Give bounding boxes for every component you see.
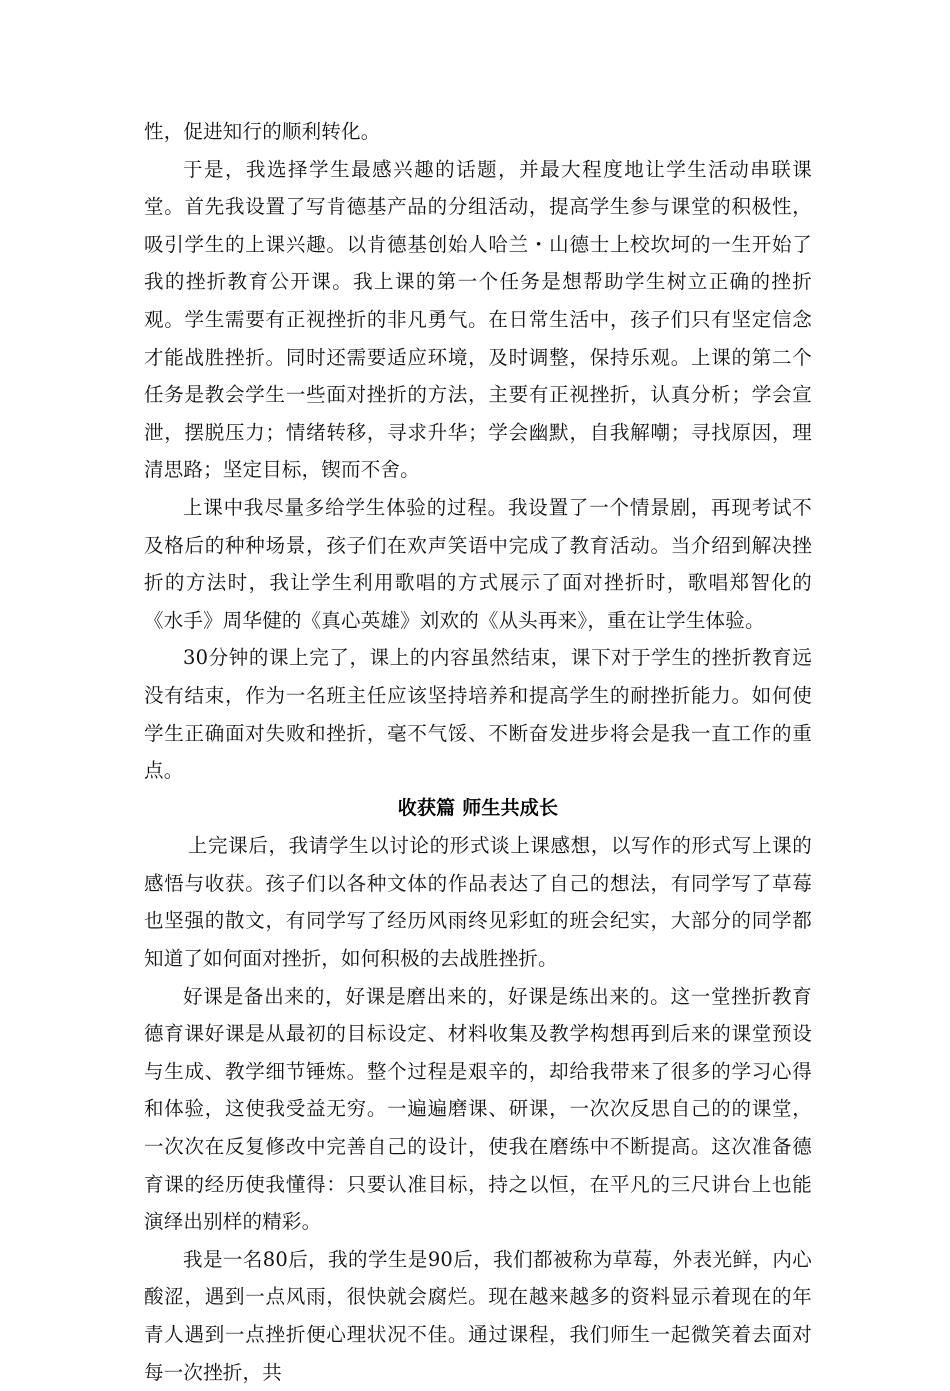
paragraph-good-lesson: 好课是备出来的，好课是磨出来的，好课是练出来的。这一堂挫折教育德育课好课是从最初的目标设定、材料收集及教学构想再到后来的课堂预设与生成、教学细节锤炼。整个过程是艰辛的，却给我带来了很多的学习心得和体验，这使我受益无穷。一遍遍磨课、研课，一次次反思自己的的课堂，一次次在反复修改中完善自己的设计，使我在磨练中不断提高。这次准备德育课的经历使我懂得：只要认准目标，持之以恒，在平凡的三尺讲台上也能演绎出别样的精彩。	[144, 984, 812, 1234]
paragraph-experience: 上课中我尽量多给学生体验的过程。我设置了一个情景剧，再现考试不及格后的种种场景，孩子们在欢声笑语中完成了教育活动。当介绍到解决挫折的方法时，我让学生利用歌唱的方式展示了面对挫折时，歌唱郑智化的《水手》周华健的《真心英雄》刘欢的《从头再来》，重在让学生体验。	[144, 495, 812, 632]
paragraph-reflection: 30分钟的课上完了，课上的内容虽然结束，课下对于学生的挫折教育远没有结束，作为一名班主任应该坚持培养和提高学生的耐挫折能力。如何使学生正确面对失败和挫折，毫不气馁、不断奋发进步将会是我一直工作的重点。	[144, 646, 812, 783]
section-heading: 收获篇 师生共成长	[397, 796, 559, 819]
paragraph-generation: 我是一名80后，我的学生是90后，我们都被称为草莓，外表光鲜，内心酸涩，遇到一点风雨，很快就会腐烂。现在越来越多的资料显示着现在的年青人遇到一点挫折便心理状况不佳。通过课程，我们师生一起微笑着去面对每一次挫折，共	[144, 1247, 812, 1384]
paragraph-continuation: 性，促进知行的顺利转化。	[144, 120, 381, 143]
paragraph-lesson-design: 于是，我选择学生最感兴趣的话题，并最大程度地让学生活动串联课堂。首先我设置了写肯德基产品的分组活动，提高学生参与课堂的积极性，吸引学生的上课兴趣。以肯德基创始人哈兰・山德士上校坎坷的一生开始了我的挫折教育公开课。我上课的第一个任务是想帮助学生树立正确的挫折观。学生需要有正视挫折的非凡勇气。在日常生活中，孩子们只有坚定信念才能战胜挫折。同时还需要适应环境，及时调整，保持乐观。上课的第二个任务是教会学生一些面对挫折的方法，主要有正视挫折，认真分析；学会宣泄，摆脱压力；情绪转移，寻求升华；学会幽默，自我解嘲；寻找原因，理清思路；坚定目标，锲而不舍。	[144, 157, 812, 482]
paragraph-after-class: 上完课后，我请学生以讨论的形式谈上课感想，以写作的形式写上课的感悟与收获。孩子们以各种文体的作品表达了自己的想法，有同学写了草莓也坚强的散文，有同学写了经历风雨终见彩虹的班会纪实，大部分的同学都知道了如何面对挫折，如何积极的去战胜挫折。	[144, 834, 812, 971]
document-body	[144, 113, 812, 1391]
